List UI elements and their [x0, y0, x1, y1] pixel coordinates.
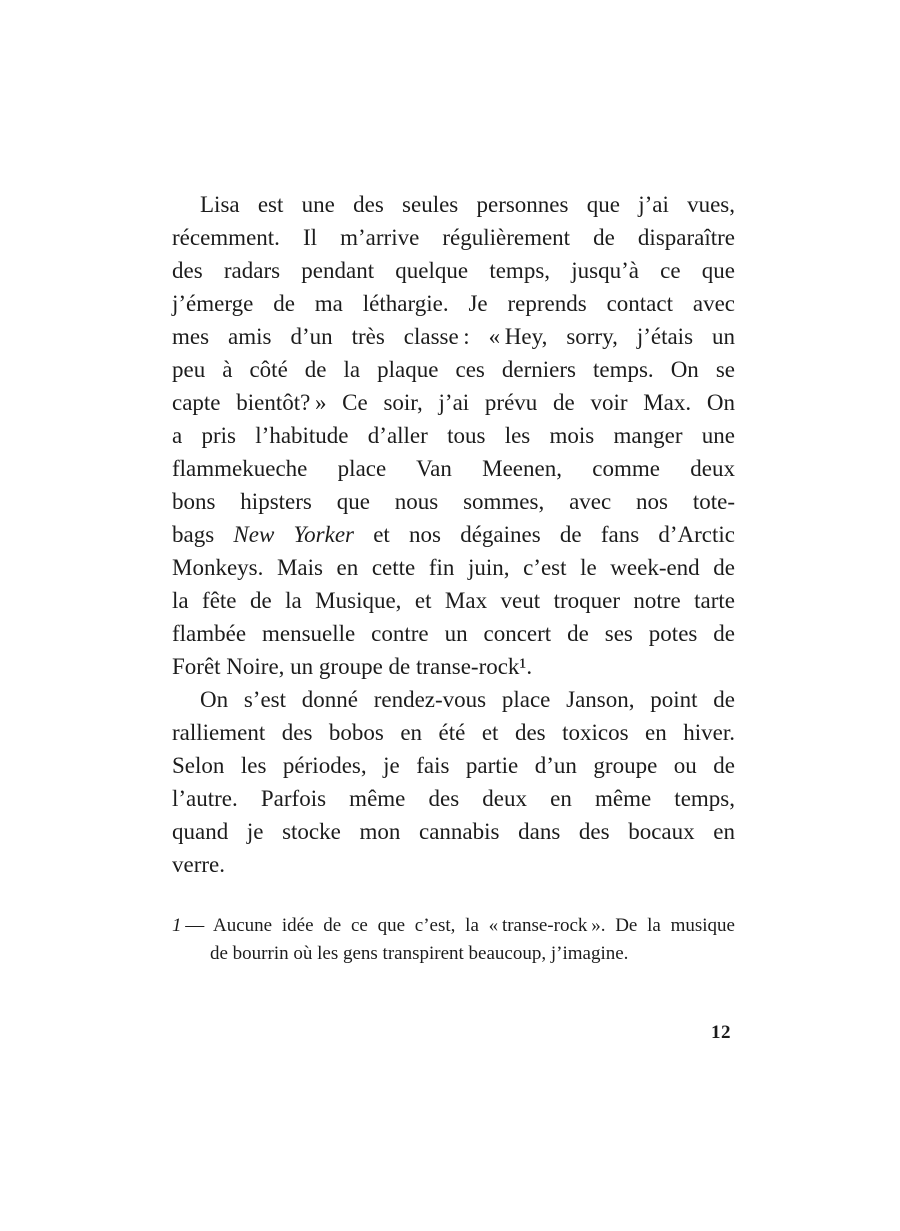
text-segment: Selon les périodes, je fais partie d’un groupe ou de	[172, 753, 735, 778]
text-segment: bons hipsters que nous sommes, avec nos tote-	[172, 489, 735, 514]
text-line	[172, 320, 735, 353]
text-line	[172, 584, 735, 617]
text-line	[172, 419, 735, 452]
text-segment: 1	[172, 915, 182, 936]
text-segment: verre.	[172, 852, 225, 877]
text-segment: — Aucune idée de ce que c’est, la « transe-rock ». De la musique	[181, 915, 735, 936]
text-segment: peu à côté de la plaque ces derniers temps. On se	[172, 357, 735, 382]
text-segment: la fête de la Musique, et Max veut troquer notre tarte	[172, 588, 735, 613]
footnote	[172, 912, 735, 968]
text-line	[172, 518, 735, 551]
text-line	[172, 683, 735, 716]
text-line	[172, 452, 735, 485]
text-segment: a pris l’habitude d’aller tous les mois manger une	[172, 423, 735, 448]
text-segment: mes amis d’un très classe : « Hey, sorry, j’étais un	[172, 324, 735, 349]
text-segment: l’autre. Parfois même des deux en même temps,	[172, 786, 735, 811]
text-line	[172, 287, 735, 320]
text-segment: quand je stocke mon cannabis dans des bocaux en	[172, 819, 735, 844]
page-number: 12	[711, 1022, 731, 1043]
text-segment: récemment. Il m’arrive régulièrement de disparaître	[172, 225, 735, 250]
text-segment: bags	[172, 522, 234, 547]
text-segment: flammekueche place Van Meenen, comme deux	[172, 456, 735, 481]
text-segment: Forêt Noire, un groupe de transe-rock¹.	[172, 654, 533, 679]
text-segment: de bourrin où les gens transpirent beaucoup, j’imagine.	[210, 943, 629, 964]
text-segment: New Yorker	[233, 522, 354, 547]
text-line	[172, 188, 735, 221]
text-line	[172, 912, 735, 940]
text-line	[172, 221, 735, 254]
text-line	[172, 386, 735, 419]
text-line	[172, 782, 735, 815]
text-segment: capte bientôt? » Ce soir, j’ai prévu de voir Max. On	[172, 390, 735, 415]
text-segment: ralliement des bobos en été et des toxicos en hiver.	[172, 720, 735, 745]
text-line	[172, 254, 735, 287]
text-line	[172, 940, 735, 968]
text-segment: Lisa est une des seules personnes que j’ai vues,	[200, 192, 735, 217]
text-line	[172, 848, 735, 881]
text-line	[172, 551, 735, 584]
body-text	[172, 188, 735, 881]
text-line	[172, 716, 735, 749]
text-segment: Monkeys. Mais en cette fin juin, c’est le week-end de	[172, 555, 735, 580]
text-line	[172, 485, 735, 518]
text-segment: flambée mensuelle contre un concert de ses potes de	[172, 621, 735, 646]
text-line	[172, 749, 735, 782]
text-segment: des radars pendant quelque temps, jusqu’à ce que	[172, 258, 735, 283]
text-line	[172, 353, 735, 386]
text-segment: et nos dégaines de fans d’Arctic	[354, 522, 735, 547]
text-line	[172, 815, 735, 848]
text-line	[172, 617, 735, 650]
text-segment: On s’est donné rendez-vous place Janson, point de	[200, 687, 735, 712]
text-segment: j’émerge de ma léthargie. Je reprends contact avec	[172, 291, 735, 316]
text-line	[172, 650, 735, 683]
